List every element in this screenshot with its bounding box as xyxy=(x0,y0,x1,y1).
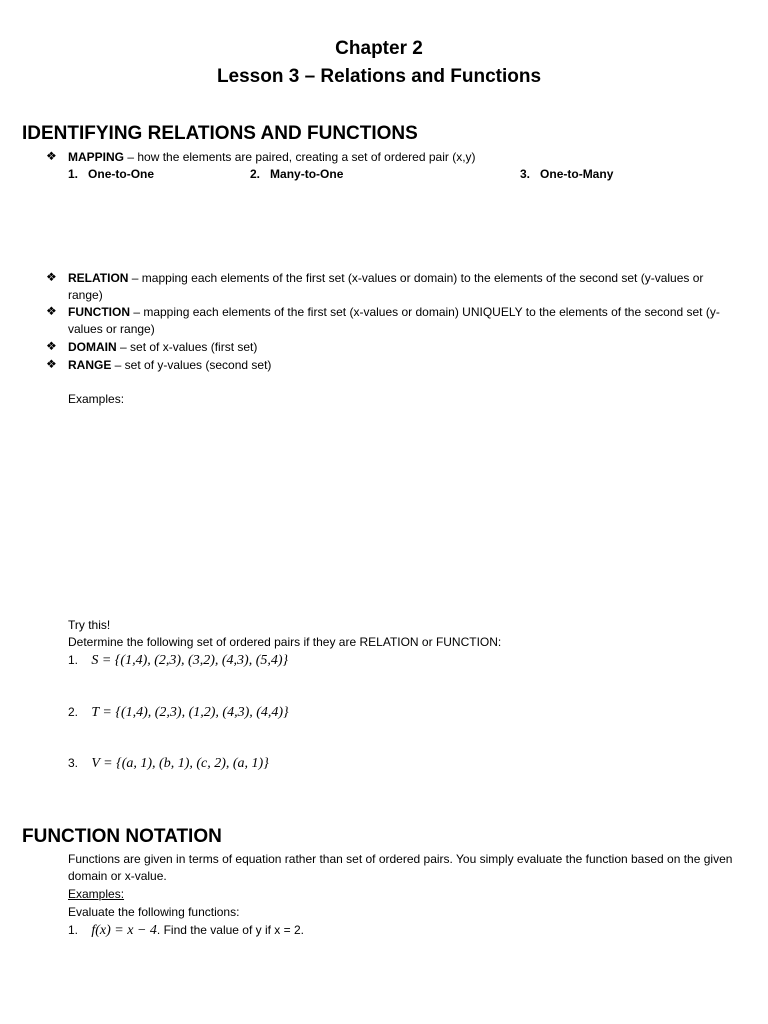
function-notation-intro: Functions are given in terms of equation rather than set of ordered pairs. You simply evaluate the function based on the given domain or x-value. xyxy=(68,852,733,883)
lesson-title: Lesson 3 – Relations and Functions xyxy=(216,66,542,87)
function-definition: FUNCTION – mapping each elements of the first set (x-values or domain) UNIQUELY to the elements of the second set (y-values or range) xyxy=(68,305,720,336)
mapping-definition xyxy=(68,149,476,166)
evaluate-instruction: Evaluate the following functions: xyxy=(68,905,240,919)
mapping-type-1: 1. One-to-One xyxy=(68,167,155,181)
problem-3: 3. V = {(a, 1), (b, 1), (c, 2), (a, 1)} xyxy=(68,756,269,771)
section-heading-relations: IDENTIFYING RELATIONS AND FUNCTIONS xyxy=(22,123,418,144)
set-t-expression: T = {(1,4), (2,3), (1,2), (4,3), (4,4)} xyxy=(91,705,289,720)
mapping-type-3: 3. One-to-Many xyxy=(520,167,614,181)
diamond-bullet-icon: ❖ xyxy=(46,357,57,371)
diamond-bullet-icon: ❖ xyxy=(46,339,57,353)
examples-label-underlined: Examples: xyxy=(68,887,125,901)
mapping-text: – how the elements are paired, creating a set of ordered pair (x,y) xyxy=(124,150,476,164)
mapping-term: MAPPING xyxy=(68,150,125,164)
try-this-label: Try this! xyxy=(68,618,111,632)
set-s-expression: S = {(1,4), (2,3), (3,2), (4,3), (5,4)} xyxy=(91,653,289,668)
mapping-type-2: 2. Many-to-One xyxy=(250,167,344,181)
diamond-bullet-icon: ❖ xyxy=(46,149,57,163)
problem-2: 2. T = {(1,4), (2,3), (1,2), (4,3), (4,4)} xyxy=(68,705,289,720)
range-definition: RANGE – set of y-values (second set) xyxy=(68,358,272,372)
relation-definition: RELATION – mapping each elements of the first set (x-values or domain) to the elements of the second set (y-values or range) xyxy=(68,271,704,302)
function-problem-1: 1. f(x) = x − 4. Find the value of y if x = 2. xyxy=(68,923,304,938)
set-v-expression: V = {(a, 1), (b, 1), (c, 2), (a, 1)} xyxy=(91,756,269,771)
section-heading-function-notation: FUNCTION NOTATION xyxy=(22,826,222,847)
diamond-bullet-icon: ❖ xyxy=(46,270,57,284)
problem-1: 1. S = {(1,4), (2,3), (3,2), (4,3), (5,4)} xyxy=(68,653,289,668)
domain-definition: DOMAIN – set of x-values (first set) xyxy=(68,340,258,354)
function-expression: f(x) = x − 4 xyxy=(91,923,157,938)
diamond-bullet-icon: ❖ xyxy=(46,304,57,318)
examples-label: Examples: xyxy=(68,392,125,406)
relation-instruction: Determine the following set of ordered pairs if they are RELATION or FUNCTION: xyxy=(68,635,502,649)
chapter-title: Chapter 2 xyxy=(335,38,423,59)
